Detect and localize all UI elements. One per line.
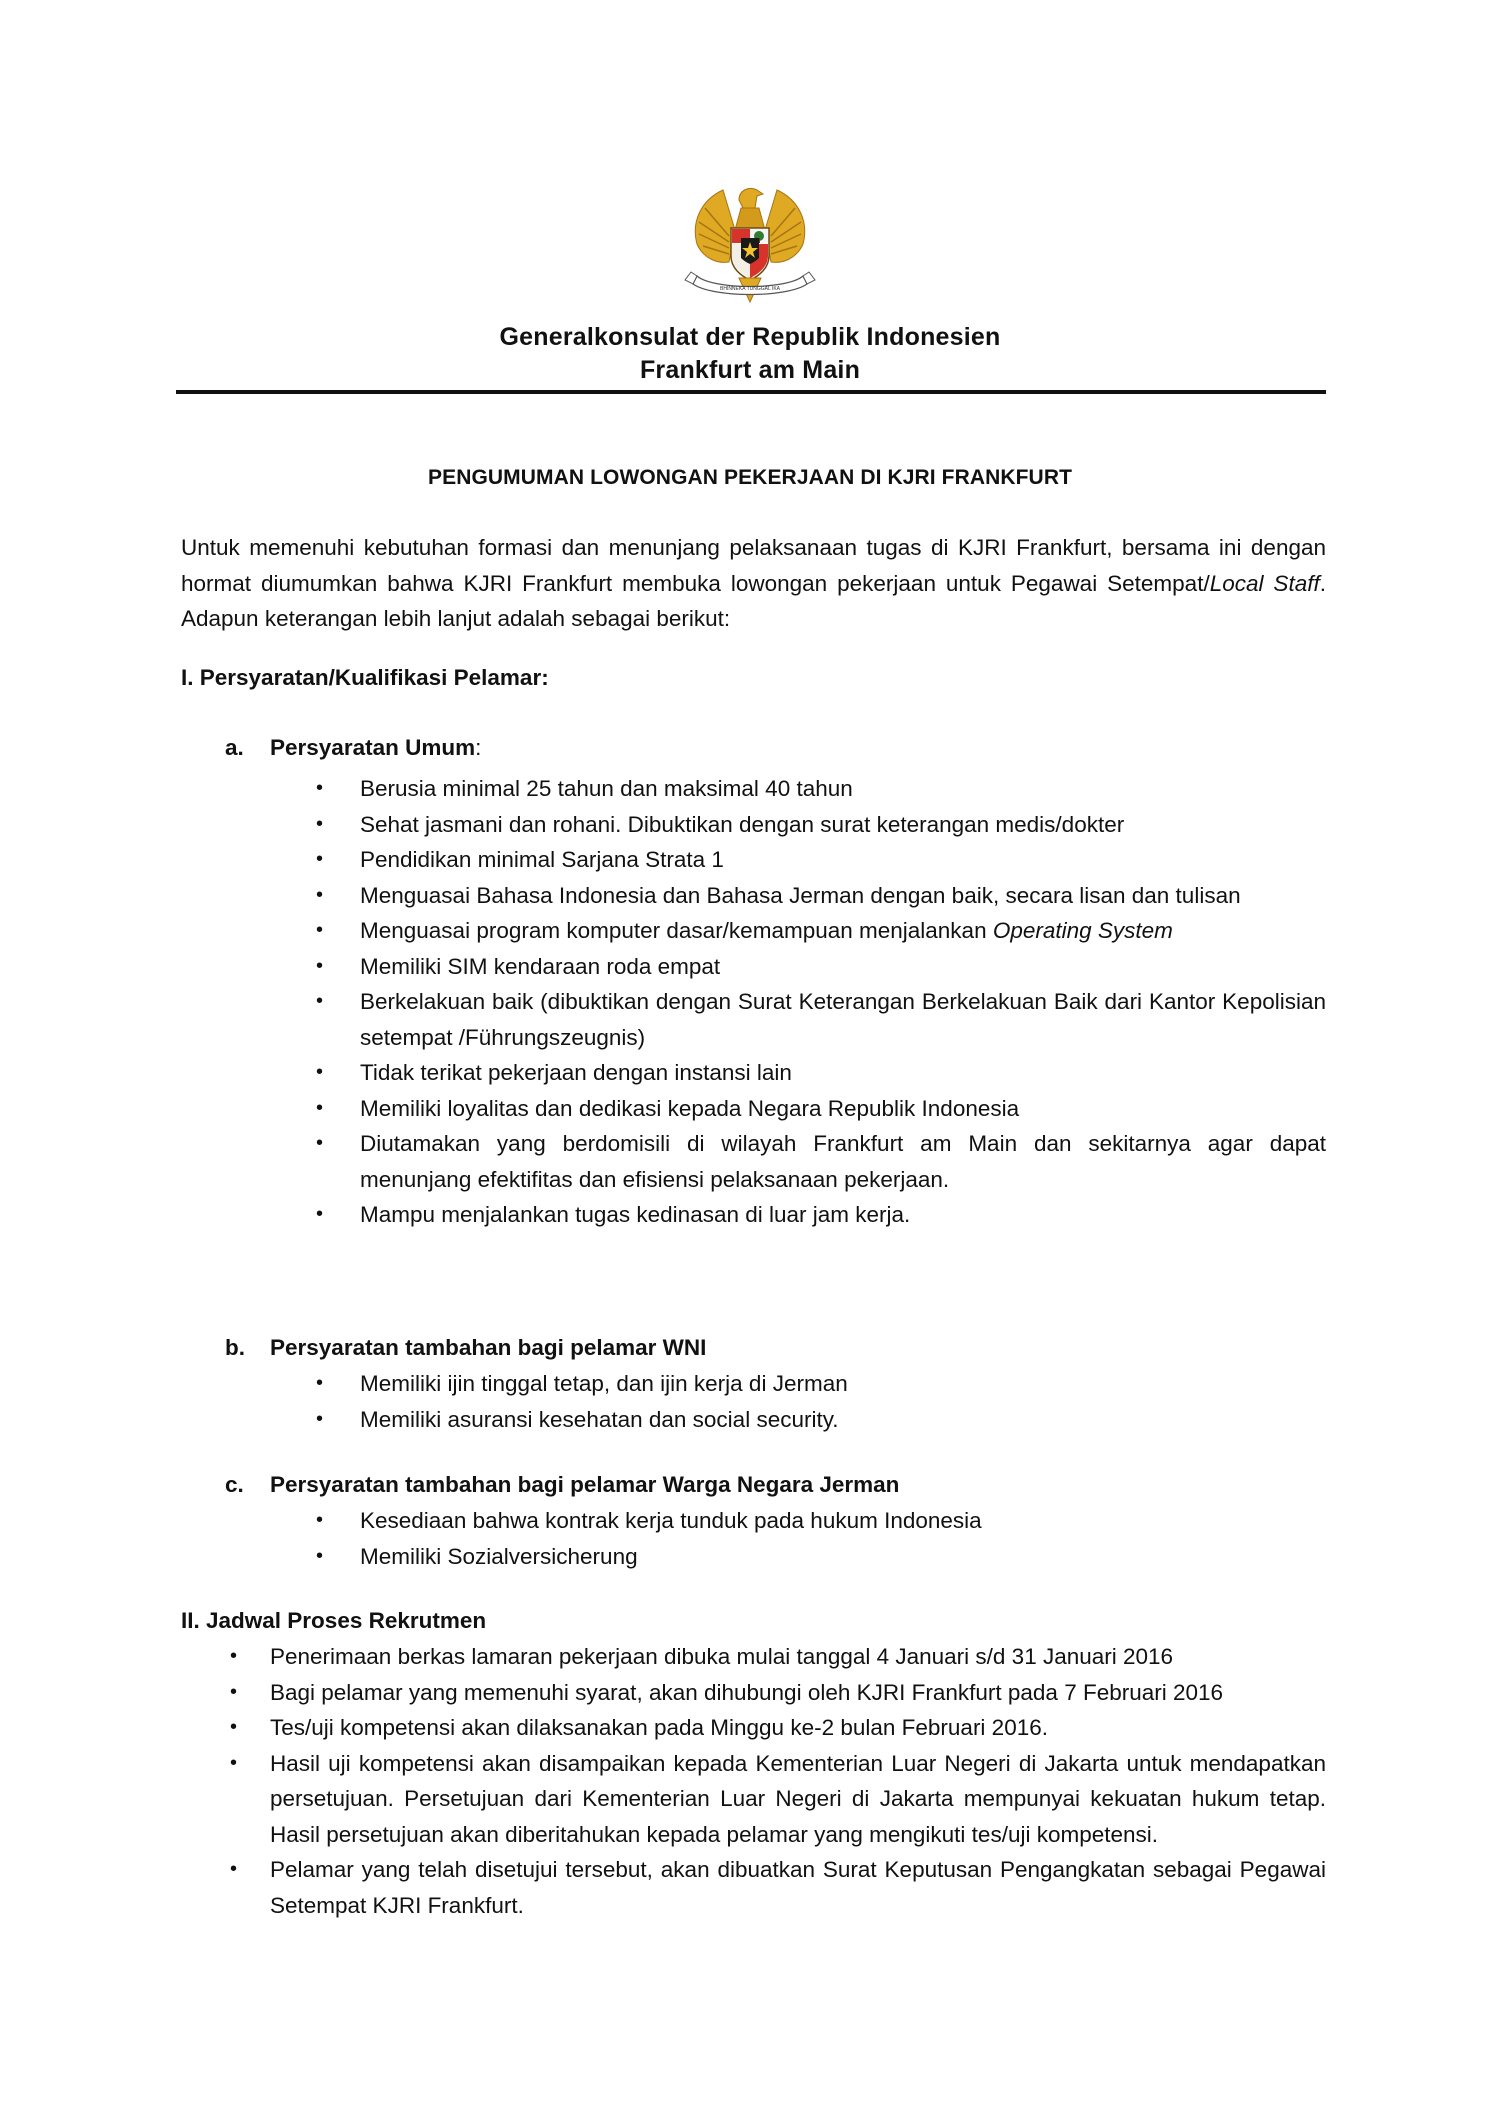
bullet-icon: • — [316, 883, 324, 906]
letterhead-line1: Generalkonsulat der Republik Indonesien — [499, 323, 1001, 351]
bullet-icon: • — [316, 812, 324, 835]
subsection-a-colon: : — [475, 735, 482, 760]
svg-text:BHINNEKA TUNGGAL IKA: BHINNEKA TUNGGAL IKA — [719, 286, 781, 292]
bullet-icon: • — [316, 848, 324, 870]
subsection-a-list — [316, 771, 1326, 1233]
list-item: • Menguasai program komputer dasar/kemampuan menjalankan Operating System — [360, 913, 1326, 949]
list-item: • Berusia minimal 25 tahun dan maksimal 40 tahun — [360, 771, 1326, 807]
bullet-icon: • — [316, 1061, 324, 1083]
subsection-b-marker: b. — [225, 1335, 245, 1360]
subsection-b-heading — [225, 1330, 706, 1366]
section-2-list — [230, 1639, 1326, 1923]
list-item: • Memiliki ijin tinggal tetap, dan ijin kerja di Jerman — [360, 1366, 1326, 1402]
list-item: • Menguasai Bahasa Indonesia dan Bahasa Jerman dengan baik, secara lisan dan tulisan — [360, 878, 1326, 914]
section-2-heading: II. Jadwal Proses Rekrutmen — [181, 1608, 487, 1633]
list-item: • Tidak terikat pekerjaan dengan instansi lain — [360, 1055, 1326, 1091]
bullet-icon: • — [316, 1096, 324, 1119]
bullet-icon: • — [230, 1645, 238, 1667]
subsection-c-marker: c. — [225, 1472, 244, 1497]
list-item: • Memiliki asuransi kesehatan dan social security. — [360, 1402, 1326, 1438]
intro-text-2: . Adapun keterangan lebih lanjut adalah sebagai berikut: — [181, 570, 1326, 631]
list-item: • Tes/uji kompetensi akan dilaksanakan pada Minggu ke-2 bulan Februari 2016. — [270, 1710, 1326, 1746]
letterhead-line2: Frankfurt am Main — [639, 356, 861, 384]
list-item: • Kesediaan bahwa kontrak kerja tunduk pada hukum Indonesia — [360, 1503, 1326, 1539]
list-item: • Mampu menjalankan tugas kedinasan di luar jam kerja. — [360, 1197, 1326, 1233]
list-item: • Hasil uji kompetensi akan disampaikan kepada Kementerian Luar Negeri di Jakarta untuk mendapatkan persetujuan. Persetujuan dari Kementerian Luar Negeri di Jakarta mempunyai kekuatan hukum tetap. Hasil persetujuan akan diberitahukan kepada pelamar yang mengikuti tes/uji kompetensi. — [270, 1746, 1326, 1853]
subsection-b-list — [316, 1366, 1326, 1437]
subsection-a-title: Persyaratan Umum — [270, 735, 476, 760]
subsection-a-heading — [225, 730, 481, 766]
list-item: • Sehat jasmani dan rohani. Dibuktikan dengan surat keterangan medis/dokter — [360, 807, 1326, 843]
bullet-icon: • — [316, 1372, 324, 1394]
intro-text-1: Untuk memenuhi kebutuhan formasi dan menunjang pelaksanaan tugas di KJRI Frankfurt, bersama ini dengan hormat diumumkan bahwa KJRI Frankfurt membuka lowongan pekerjaan untuk Pegawai Setempat/ — [181, 535, 1326, 596]
list-item: • Penerimaan berkas lamaran pekerjaan dibuka mulai tanggal 4 Januari s/d 31 Januari 2016 — [270, 1639, 1326, 1675]
list-item: • Memiliki SIM kendaraan roda empat — [360, 949, 1326, 985]
bullet-icon: • — [316, 1544, 324, 1567]
bullet-icon: • — [316, 1132, 324, 1154]
letterhead-divider — [176, 390, 1326, 394]
bullet-icon: • — [316, 1509, 324, 1531]
garuda-emblem-icon — [683, 178, 817, 308]
list-item: • Memiliki loyalitas dan dedikasi kepada Negara Republik Indonesia — [360, 1091, 1326, 1127]
list-item: • Pendidikan minimal Sarjana Strata 1 — [360, 842, 1326, 878]
list-item: • Pelamar yang telah disetujui tersebut, akan dibuatkan Surat Keputusan Pengangkatan sebagai Pegawai Setempat KJRI Frankfurt. — [270, 1852, 1326, 1923]
bullet-icon: • — [316, 954, 324, 977]
subsection-c-list — [316, 1503, 1326, 1574]
bullet-icon: • — [230, 1716, 238, 1738]
bullet-icon: • — [230, 1858, 238, 1880]
intro-paragraph — [181, 530, 1326, 637]
section-1-heading: I. Persyaratan/Kualifikasi Pelamar: — [181, 665, 549, 690]
bullet-icon: • — [230, 1751, 238, 1774]
intro-italic: Local Staff — [1209, 570, 1320, 596]
subsection-b-title: Persyaratan tambahan bagi pelamar WNI — [270, 1335, 707, 1360]
bullet-icon: • — [316, 1203, 324, 1225]
document-title: PENGUMUMAN LOWONGAN PEKERJAAN DI KJRI FRANKFURT — [427, 466, 1073, 489]
bullet-icon: • — [316, 1407, 324, 1430]
list-item: • Berkelakuan baik (dibuktikan dengan Surat Keterangan Berkelakuan Baik dari Kantor Kepolisian setempat /Führungszeugnis) — [360, 984, 1326, 1055]
list-item: • Diutamakan yang berdomisili di wilayah Frankfurt am Main dan sekitarnya agar dapat menunjang efektifitas dan efisiensi pelaksanaan pekerjaan. — [360, 1126, 1326, 1197]
list-item: • Memiliki Sozialversicherung — [360, 1539, 1326, 1575]
subsection-a-marker: a. — [225, 735, 244, 760]
subsection-c-heading — [225, 1467, 899, 1503]
bullet-icon: • — [230, 1680, 238, 1703]
subsection-c-title: Persyaratan tambahan bagi pelamar Warga Negara Jerman — [270, 1472, 900, 1497]
bullet-icon: • — [316, 919, 324, 941]
bullet-icon: • — [316, 777, 324, 799]
list-item: • Bagi pelamar yang memenuhi syarat, akan dihubungi oleh KJRI Frankfurt pada 7 Februari 2016 — [270, 1675, 1326, 1711]
bullet-icon: • — [316, 990, 324, 1012]
